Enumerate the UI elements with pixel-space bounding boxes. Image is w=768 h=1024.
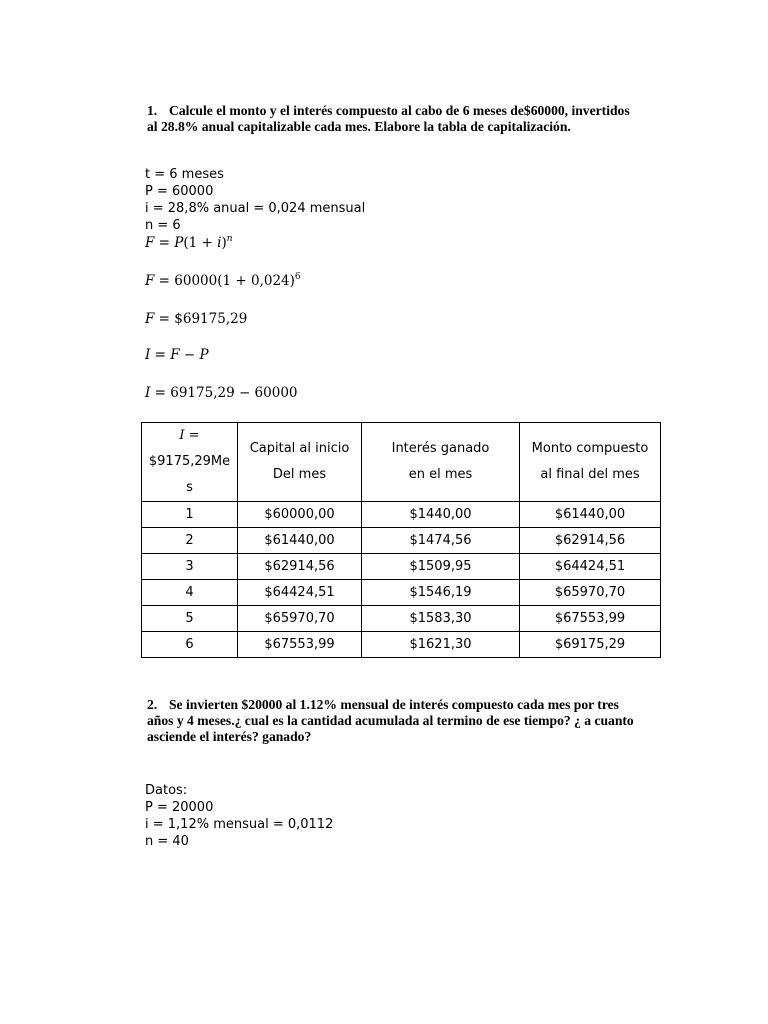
table-header-row	[142, 423, 661, 502]
substitution-value: 60000(1 + 0,024)	[174, 273, 295, 289]
cell-capital: $62914,56	[238, 554, 362, 580]
given-line: i = 28,8% anual = 0,024 mensual	[145, 201, 366, 216]
header-month	[142, 423, 238, 502]
header-month-line1: I =	[179, 428, 200, 443]
cell-amount: $64424,51	[520, 554, 661, 580]
problem-1-text: Calcule el monto y el interés compuesto al cabo de 6 meses de$60000, invertidos al 28.8% anual capitalizable cada mes. Elabore la tabla de capitalización.	[147, 103, 630, 134]
given-line: t = 6 meses	[145, 167, 224, 182]
capitalization-table	[141, 422, 661, 658]
table-row	[142, 606, 661, 632]
table-row	[142, 580, 661, 606]
cell-month: 1	[142, 502, 238, 528]
problem-2-number: 2.	[147, 697, 158, 712]
interest-calc-equation: I = 69175,29 − 60000	[145, 385, 298, 401]
cell-capital: $60000,00	[238, 502, 362, 528]
f-result-equation: F = $69175,29	[145, 311, 248, 327]
cell-amount: $62914,56	[520, 528, 661, 554]
problem-1-given	[145, 166, 365, 234]
table-row	[142, 554, 661, 580]
table-row	[142, 502, 661, 528]
cell-capital: $65970,70	[238, 606, 362, 632]
cell-month: 2	[142, 528, 238, 554]
interest-calc-value: 69175,29 − 60000	[170, 385, 298, 401]
problem-2-given	[145, 782, 333, 850]
cell-interest: $1474,56	[362, 528, 520, 554]
cell-month: 6	[142, 632, 238, 658]
cell-interest: $1621,30	[362, 632, 520, 658]
substitution-exponent: 6	[294, 272, 301, 282]
cell-capital: $67553,99	[238, 632, 362, 658]
given-line: P = 20000	[145, 800, 214, 815]
header-month-line2: $9175,29Me	[148, 454, 231, 469]
given-line: n = 6	[145, 218, 181, 233]
cell-interest: $1509,95	[362, 554, 520, 580]
header-month-line3: s	[186, 480, 193, 495]
cell-month: 3	[142, 554, 238, 580]
table-row	[142, 528, 661, 554]
formula-exponent: n	[226, 234, 233, 244]
cell-capital: $64424,51	[238, 580, 362, 606]
cell-capital: $61440,00	[238, 528, 362, 554]
given-line: i = 1,12% mensual = 0,0112	[145, 817, 334, 832]
header-amount-line1: Monto compuesto	[531, 441, 649, 456]
substitution-equation: $F = 60000(1 + 0,024)^6$	[145, 272, 301, 289]
header-amount-line2: al final del mes	[540, 467, 640, 482]
problem-2-statement	[147, 697, 637, 745]
header-capital-line1: Capital al inicio	[249, 441, 350, 456]
f-result-value: $69175,29	[174, 311, 248, 327]
cell-month: 5	[142, 606, 238, 632]
given-line: n = 40	[145, 834, 189, 849]
header-interest-line2: en el mes	[408, 467, 473, 482]
header-interest	[362, 423, 520, 502]
problem-2-text: Se invierten $20000 al 1.12% mensual de interés compuesto cada mes por tres años y 4 meses.¿ cual es la cantidad acumulada al termino de ese tiempo? ¿ a cuanto asciende el interés? ganado?	[147, 697, 634, 744]
formula-close: )	[221, 235, 227, 251]
cell-interest: $1440,00	[362, 502, 520, 528]
given-line: Datos:	[145, 783, 188, 798]
table-row	[142, 632, 661, 658]
cell-amount: $65970,70	[520, 580, 661, 606]
problem-1-number: 1.	[147, 103, 158, 118]
cell-interest: $1546,19	[362, 580, 520, 606]
interest-formula-value: F − P	[170, 347, 209, 363]
formula-base: (1 +	[183, 235, 218, 251]
problem-1-statement	[147, 103, 637, 135]
cell-interest: $1583,30	[362, 606, 520, 632]
cell-amount: $67553,99	[520, 606, 661, 632]
header-capital	[238, 423, 362, 502]
interest-formula: I = F − P	[145, 347, 209, 363]
header-amount	[520, 423, 661, 502]
compound-formula: $F = P(1 + i)^n$	[145, 234, 233, 251]
header-capital-line2: Del mes	[272, 467, 327, 482]
cell-month: 4	[142, 580, 238, 606]
header-interest-line1: Interés ganado	[391, 441, 490, 456]
cell-amount: $61440,00	[520, 502, 661, 528]
given-line: P = 60000	[145, 184, 214, 199]
cell-amount: $69175,29	[520, 632, 661, 658]
